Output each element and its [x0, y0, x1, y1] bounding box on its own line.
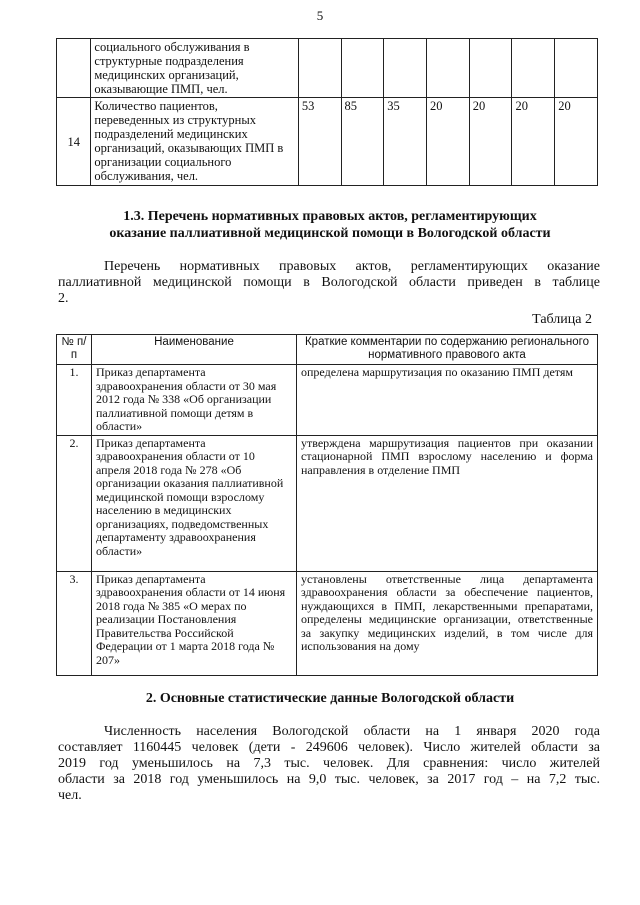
table-row: [57, 39, 598, 98]
value-cell: [512, 39, 555, 98]
paragraph-line: области за 2018 год уменьшилось на 9,0 тыс. человек, за 2017 год – на 7,2 тыс.: [58, 772, 600, 787]
act-comment: утверждена маршрутизация пациентов при оказании стационарной ПМП взрослому населению и форма направления в отделение ПМП: [297, 435, 598, 571]
paragraph-line: Численность населения Вологодской области на 1 января 2020 года: [104, 724, 600, 739]
act-comment: определена маршрутизация по оказанию ПМП детям: [297, 365, 598, 436]
value-cell: 20: [427, 98, 470, 186]
section-2-heading: 2. Основные статистические данные Вологодской области: [145, 691, 515, 706]
act-comment: установлены ответственные лица департамента здравоохранения области за обеспечение пациентов, нуждающихся в ПМП, лекарственными препаратами, определены медицинские организации, ответственные за закупку медицинских изделий, в том числе для использования на дому: [297, 571, 598, 675]
section-2-paragraph: [58, 724, 600, 804]
heading-line: 1.3. Перечень нормативных правовых актов, регламентирующих: [123, 209, 537, 224]
paragraph-line: составляет 1160445 человек (дети - 249606 человек). Число жителей области за: [58, 740, 600, 755]
row-number: 2.: [57, 435, 92, 571]
value-cell: 35: [384, 98, 427, 186]
row-number: 3.: [57, 571, 92, 675]
value-cell: 53: [298, 98, 341, 186]
paragraph-line: 2.: [58, 291, 69, 306]
legal-acts-table: [56, 334, 598, 676]
section-1-3-heading: [60, 208, 600, 242]
paragraph-line: Перечень нормативных правовых актов, регламентирующих оказание: [104, 259, 600, 274]
header-num: № п/п: [57, 335, 92, 365]
paragraph-line: паллиативной медицинской помощи в Вологодской области приведен в таблице: [58, 275, 600, 290]
table-row: [57, 98, 598, 186]
value-cell: [298, 39, 341, 98]
section-1-3-intro: [58, 259, 600, 307]
page-number: 5: [316, 8, 324, 23]
table-row: [57, 365, 598, 436]
table-caption: Таблица 2: [532, 312, 592, 327]
row-name: Количество пациентов, переведенных из структурных подразделений медицинских организаций, оказывающих ПМП в организации социального обслуживания, чел.: [91, 98, 298, 186]
value-cell: 20: [512, 98, 555, 186]
row-number: [57, 39, 91, 98]
paragraph-line: чел.: [58, 788, 82, 803]
value-cell: [427, 39, 470, 98]
header-name: Наименование: [92, 335, 297, 365]
value-cell: 85: [341, 98, 384, 186]
table-row: [57, 571, 598, 675]
header-comment: Краткие комментарии по содержанию регионального нормативного правового акта: [297, 335, 598, 365]
value-cell: 20: [555, 98, 598, 186]
statistics-table-continuation: [56, 38, 598, 186]
table-row: [57, 435, 598, 571]
value-cell: [384, 39, 427, 98]
value-cell: [555, 39, 598, 98]
value-cell: 20: [469, 98, 512, 186]
paragraph-line: 2019 год уменьшилось на 7,3 тыс. человек. Для сравнения: число жителей: [58, 756, 600, 771]
act-name: Приказ департамента здравоохранения области от 30 мая 2012 года № 338 «Об организации паллиативной помощи детям в области»: [92, 365, 297, 436]
heading-line: оказание паллиативной медицинской помощи в Вологодской области: [109, 226, 551, 241]
act-name: Приказ департамента здравоохранения области от 10 апреля 2018 года № 278 «Об организации оказания паллиативной медицинской помощи взрослому населению в медицинских организациях, подведомственных департаменту здравоохранения области»: [92, 435, 297, 571]
row-number: 14: [57, 98, 91, 186]
act-name: Приказ департамента здравоохранения области от 14 июня 2018 года № 385 «О мерах по реализации Постановления Правительства Российской Федерации от 1 марта 2018 года № 207»: [92, 571, 297, 675]
table-header-row: [57, 335, 598, 365]
value-cell: [341, 39, 384, 98]
row-name: социального обслуживания в структурные подразделения медицинских организаций, оказывающие ПМП, чел.: [91, 39, 298, 98]
value-cell: [469, 39, 512, 98]
row-number: 1.: [57, 365, 92, 436]
